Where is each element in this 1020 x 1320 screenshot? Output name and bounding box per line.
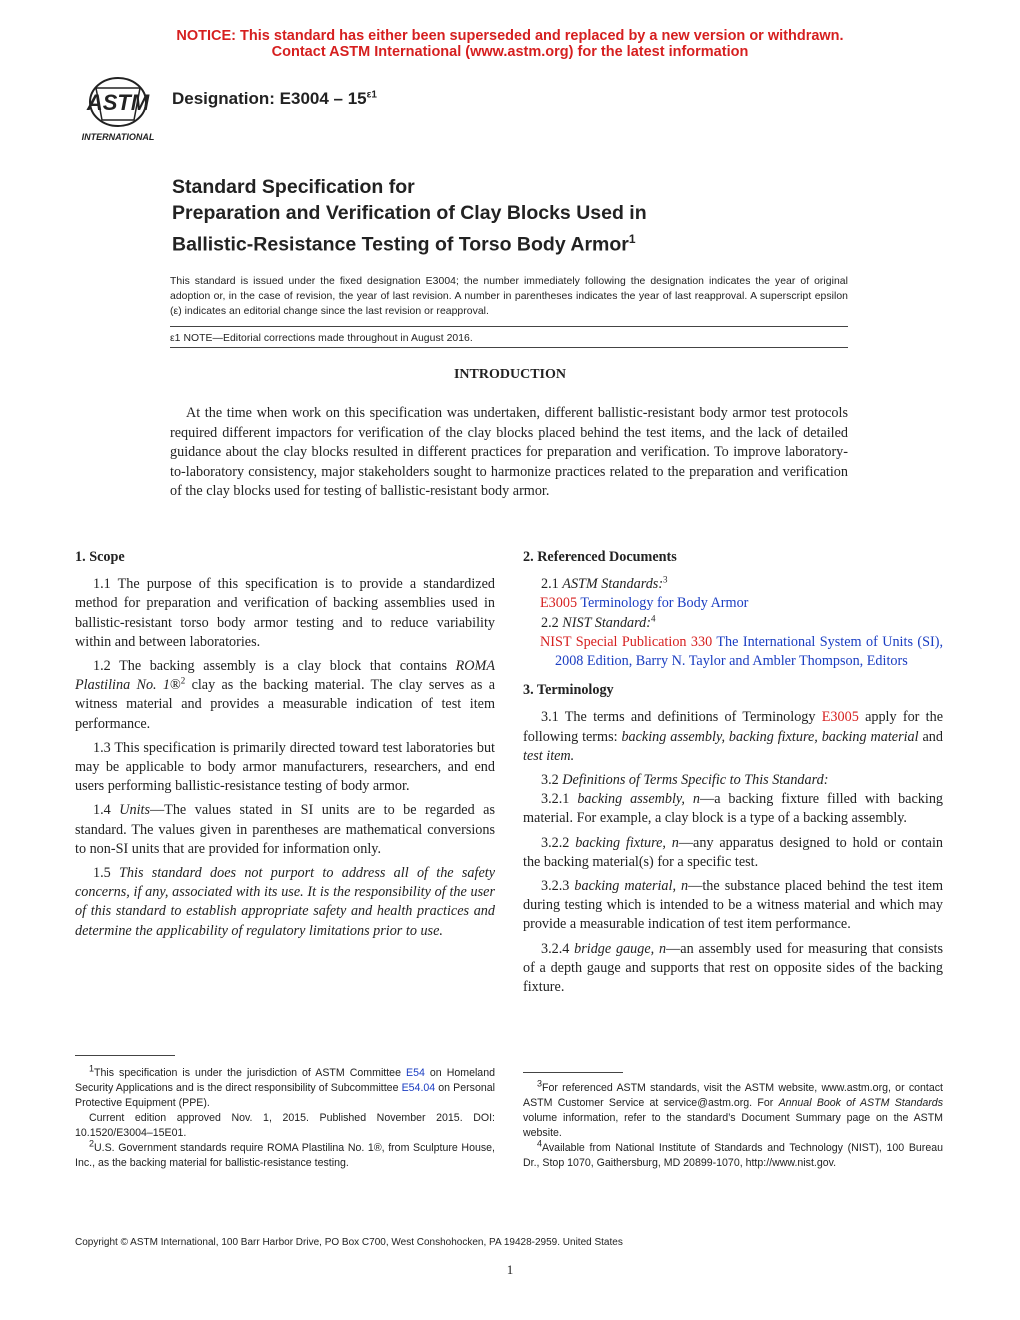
term-3-1-a: 3.1 The terms and definitions of Terminology: [541, 709, 822, 726]
term-3-2-2-num: 3.2.2: [541, 834, 576, 851]
term-3-2-2-italic: backing fixture, n: [575, 834, 679, 851]
footnote-3-b: volume information, refer to the standard’s Document Summary page on the ASTM website.: [523, 1112, 943, 1139]
term-3-2-italic: Definitions of Terms Specific to This Standard:: [562, 772, 829, 789]
term-3-2-4-text: —an assembly used for measuring that consists of a depth gauge and supports that rest on opposite sides of the backing fixture.: [523, 940, 943, 996]
footnote-2: [75, 1138, 495, 1171]
footnote-4: [523, 1138, 943, 1171]
footnote-1-edition: Current edition approved Nov. 1, 2015. Published November 2015. DOI: 10.1520/E3004–15E01.: [75, 1112, 495, 1139]
left-column: [75, 548, 495, 946]
term-3-2-3-num: 3.2.3: [541, 878, 575, 895]
term-3-1-c: and: [918, 728, 943, 745]
title-line-3: [172, 226, 872, 258]
term-3-2-3: [523, 877, 943, 935]
notice-line-2: Contact ASTM International (www.astm.org) for the latest information: [271, 44, 749, 60]
footnote-4-text: Available from National Institute of Standards and Technology (NIST), 100 Bureau Dr., Stop 1070, Gaithersburg, MD 20899-1070, http://www.nist.gov.: [523, 1142, 943, 1169]
ref-2-2-num: 2.2: [541, 614, 563, 631]
footnote-1-link-e5404[interactable]: E54.04: [401, 1082, 436, 1094]
ref-2-2-sup: 4: [650, 612, 656, 623]
scope-1-4-b: —The values stated in SI units are to be regarded as standard. The values given in parentheses are mathematical conversions to non-SI units that are provided for information only.: [75, 802, 495, 857]
scope-1-5-num: 1.5: [93, 865, 120, 882]
scope-1-2-a: 1.2 The backing assembly is a clay block that contains: [93, 658, 456, 675]
footnote-2-text: U.S. Government standards require ROMA Plastilina No. 1®, from Sculpture House, Inc., as the backing material for ballistic-resistance testing.: [75, 1142, 495, 1169]
footnote-1-c: on Personal Protective Equipment (PPE).: [75, 1082, 495, 1109]
astm-logo-mark: [86, 78, 150, 126]
rule-top: [170, 326, 848, 327]
term-3-2: [523, 771, 943, 790]
footnote-1-link-e54[interactable]: E54: [406, 1067, 425, 1079]
ref-nist-title[interactable]: The International System of Units (SI), 2008 Edition, Barry N. Taylor and Ambler Thompson, Editors: [555, 633, 943, 670]
term-3-2-4: [523, 940, 943, 998]
astm-logo: [76, 74, 160, 146]
issued-statement: This standard is issued under the fixed designation E3004; the number immediately following the designation indicates the year of original adoption or, in the case of revision, the year of last revision. A number in parentheses indicates the year of last reapproval. A superscript epsilon (ε) indicates an editorial change since the last revision or reapproval.: [170, 276, 848, 317]
editorial-note-text: NOTE—Editorial corrections made throughout in August 2016.: [183, 333, 473, 344]
ref-2-2-italic: NIST Standard:: [562, 614, 651, 631]
term-3-2-1-num: 3.2.1: [541, 791, 578, 808]
title-line-3-text: Ballistic-Resistance Testing of Torso Body Armor: [172, 233, 629, 256]
scope-heading: 1. Scope: [75, 549, 125, 565]
term-3-1-italic2: test item.: [523, 747, 575, 764]
introduction-heading: INTRODUCTION: [453, 367, 566, 382]
term-3-2-3-text: —the substance placed behind the test item during testing which is intended to be a witness material and which may provide a measurable indication of test item performance.: [523, 878, 943, 933]
footnote-4-marker: 4: [537, 1138, 543, 1149]
scope-1-4-a: 1.4: [93, 802, 120, 819]
title-line-2: Preparation and Verification of Clay Blocks Used in: [172, 202, 647, 224]
designation-label: Designation: E3004 – 15: [172, 89, 367, 108]
copyright: Copyright © ASTM International, 100 Barr Harbor Drive, PO Box C700, West Conshohocken, PA 19428-2959. United States: [75, 1237, 623, 1248]
footnote-2-marker: 2: [89, 1138, 95, 1149]
ref-2-2: [523, 614, 943, 633]
term-3-2-1-text: —a backing fixture filled with backing material. For example, a clay block is a type of a backing assembly.: [523, 791, 944, 827]
ref-2-1-sup: 3: [663, 574, 668, 585]
notice-line-1: NOTICE: This standard has either been superseded and replaced by a new version or withdrawn.: [176, 28, 844, 44]
term-3-2-1-italic: backing assembly, n: [577, 791, 700, 808]
footnote-3-marker: 3: [537, 1078, 543, 1089]
page-number: 1: [506, 1262, 514, 1277]
scope-1-2-reg: ®: [169, 677, 181, 694]
terminology-heading: 3. Terminology: [523, 682, 614, 699]
scope-1-2-b: clay as the backing material. The clay serves as a witness material and provides a measurable indication of test item performance.: [75, 677, 496, 732]
title-footnote-marker: 1: [628, 232, 636, 246]
scope-1-5: [75, 864, 495, 941]
scope-1-4: [75, 801, 495, 859]
editorial-note-marker: ε1: [170, 333, 181, 344]
footnote-1: [75, 1063, 495, 1111]
title-line-1: Standard Specification for: [172, 176, 415, 198]
rule-bottom: [170, 347, 848, 348]
scope-1-2-italic: ROMA Plastilina No. 1: [75, 658, 495, 694]
footnote-rule-left: [75, 1055, 175, 1056]
designation: [172, 89, 377, 109]
designation-superscript: ε1: [366, 89, 377, 101]
logo-subtext: INTERNATIONAL: [81, 132, 155, 142]
term-3-1: [523, 708, 943, 766]
term-3-2-3-italic: backing material, n: [574, 878, 689, 895]
footnote-3-a: For referenced ASTM standards, visit the ASTM website, www.astm.org, or contact ASTM Customer Service at service@astm.org. For: [523, 1082, 943, 1109]
footnote-3-italic: Annual Book of ASTM Standards: [778, 1097, 943, 1109]
ref-nist: [523, 633, 943, 671]
term-3-2-2: [523, 834, 943, 872]
scope-1-2: [75, 657, 495, 734]
term-3-1-italic: backing assembly, backing fixture, backing material: [621, 728, 919, 745]
term-3-2-num: 3.2: [541, 772, 563, 789]
term-3-1-b: apply for the following terms:: [523, 709, 943, 745]
footnotes-left: [75, 1063, 495, 1171]
term-3-2-2-text: —any apparatus designed to hold or contain the backing material(s) for a specific test.: [523, 834, 943, 870]
ref-e3005-title[interactable]: Terminology for Body Armor: [577, 595, 749, 612]
ref-e3005-link[interactable]: E3005: [540, 595, 578, 612]
scope-1-4-italic: Units: [119, 802, 150, 819]
logo-text: ASTM: [86, 90, 150, 115]
scope-1-3: 1.3 This specification is primarily directed toward test laboratories but may be applicable to body armor manufacturers, researchers, and end users performing ballistic-resistance testing of body armor.: [75, 739, 495, 795]
referenced-heading: 2. Referenced Documents: [523, 549, 677, 565]
term-3-2-1: [523, 790, 943, 828]
editorial-note: [170, 331, 848, 346]
footnotes-right: [523, 1078, 943, 1171]
ref-nist-link[interactable]: NIST Special Publication 330: [540, 633, 713, 650]
footnote-1-a: This specification is under the jurisdiction of ASTM Committee: [94, 1067, 406, 1079]
ref-2-1-italic: ASTM Standards:: [562, 576, 664, 593]
term-3-2-4-num: 3.2.4: [541, 940, 575, 957]
footnote-1-marker: 1: [89, 1063, 95, 1074]
footnote-3: [523, 1078, 943, 1141]
right-column: [523, 548, 943, 1002]
footnote-rule-right: [523, 1072, 623, 1073]
scope-1-2-sup: 2: [180, 675, 186, 686]
scope-1-1: 1.1 The purpose of this specification is to provide a standardized method for preparation and verification of backing assemblies used in ballistic-resistant torso body armor testing and to reduce variability within and between laboratories.: [75, 576, 495, 650]
ref-e3005: [523, 594, 943, 613]
ref-2-1-num: 2.1: [541, 576, 563, 593]
term-3-2-4-italic: bridge gauge, n: [574, 940, 667, 957]
ref-2-1: [523, 575, 943, 594]
introduction-text: At the time when work on this specification was undertaken, different ballistic-resistant body armor test protocols required different impactors for verification of the clay blocks placed behind the test items, and the lack of detailed guidance about the clay blocks resulted in different practices for preparation and verification. To improve laboratory-to-laboratory consistency, major stakeholders sought to harmonize practices related to the preparation and verification of the clay blocks used for testing of ballistic-resistant body armor.: [170, 405, 848, 499]
footnote-1-b: on Homeland Security Applications and is the direct responsibility of Subcommittee: [75, 1067, 495, 1094]
term-3-1-link[interactable]: E3005: [821, 709, 859, 726]
scope-1-5-italic: This standard does not purport to address all of the safety concerns, if any, associated with its use. It is the responsibility of the user of this standard to establish appropriate safety and health practices and determine the applicability of regulatory limitations prior to use.: [75, 865, 495, 939]
